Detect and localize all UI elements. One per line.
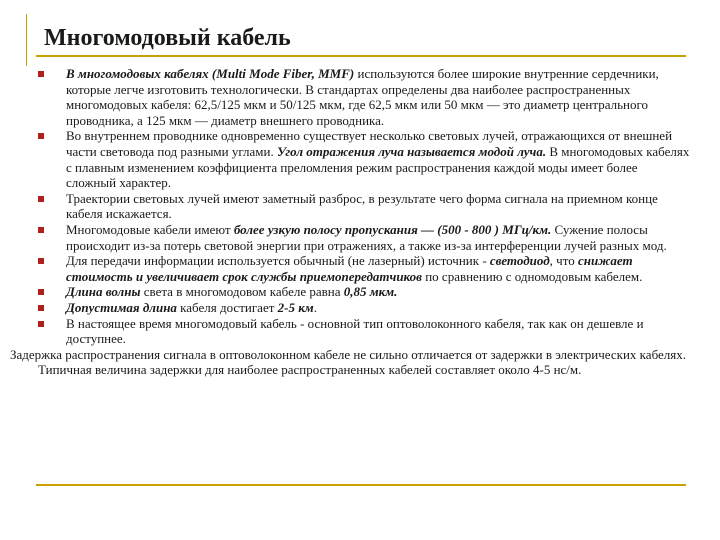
item-text: Многомодовые кабели имеют xyxy=(66,221,234,237)
bullet-item xyxy=(38,300,690,316)
emphasized-text: В многомодовых кабелях (Multi Mode Fiber, MMF) xyxy=(66,66,355,81)
item-text: Во внутреннем проводнике одновременно существует несколько световых лучей, отражающихся от внешней части световода под разными углами. xyxy=(66,128,673,159)
square-bullet-icon xyxy=(38,227,44,233)
item-text: . xyxy=(313,299,317,315)
emphasized-text: 0,85 мкм. xyxy=(343,284,398,300)
bullet-item xyxy=(38,284,690,300)
title-rule xyxy=(36,55,686,57)
bullet-item xyxy=(38,66,690,128)
square-bullet-icon xyxy=(38,321,44,327)
item-text: по сравнению с одномодовым кабелем. xyxy=(421,268,643,284)
emphasized-text: снижает стоимость и увеличивает срок службы приемопередатчиков xyxy=(66,253,633,284)
bullet-list xyxy=(38,66,690,347)
title-accent-line xyxy=(26,14,27,66)
item-text: , что xyxy=(549,253,578,269)
item-text: используются более широкие внутренние сердечники, которые легче изготовить технологически. В стандартах определены два наиболее распространенных многомодовых кабеля: 62,5/125 мкм и 50/125 мкм, где 62,5 мкм или 50 мкм — это диаметр центрального проводника, а 125 мкм — диаметр внешнего проводника. xyxy=(66,66,659,128)
emphasized-text: Угол отражения луча называется модой луча. xyxy=(276,143,547,159)
closing-paragraph: Задержка распространения сигнала в оптоволоконном кабеле не сильно отличается от задержки в электрических кабелях. Типичная величина задержки для наиболее распространенных кабелей составляет около 4-5 нс/м. xyxy=(10,346,686,378)
slide-content xyxy=(10,66,690,378)
bullet-item xyxy=(38,316,690,347)
item-text: В настоящее время многомодовый кабель - основной тип оптоволоконного кабеля, так как он дешевле и доступнее. xyxy=(66,315,644,347)
item-text: Для передачи информации используется обычный (не лазерный) источник - xyxy=(66,253,490,269)
footer-rule xyxy=(36,484,686,486)
emphasized-text: 2-5 км xyxy=(277,299,314,315)
bullet-item xyxy=(38,128,690,190)
slide-title: Многомодовый кабель xyxy=(44,25,291,51)
square-bullet-icon xyxy=(38,289,44,295)
item-text: Сужение полосы происходит из-за потерь световой энергии при отражениях, а также из-за интерференции лучей разных мод. xyxy=(66,221,667,253)
item-text: В многомодовых кабелях с плавным изменением коэффициента преломления режим распространения каждой моды имеет более сложный характер. xyxy=(66,143,690,191)
emphasized-text: светодиод xyxy=(489,253,550,269)
square-bullet-icon xyxy=(38,258,44,264)
item-text: кабеля достигает xyxy=(176,299,278,315)
item-text: света в многомодовом кабеле равна xyxy=(140,284,344,300)
square-bullet-icon xyxy=(38,196,44,202)
item-text: Траектории световых лучей имеют заметный разброс, в результате чего форма сигнала на приемном конце кабеля искажается. xyxy=(66,190,658,222)
bullet-item xyxy=(38,191,690,222)
emphasized-text: Длина волны xyxy=(66,284,141,300)
bullet-item xyxy=(38,222,690,253)
bullet-item xyxy=(38,253,690,284)
emphasized-text: более узкую полосу пропускания — (500 - 800 ) МГц/км. xyxy=(233,221,552,237)
square-bullet-icon xyxy=(38,71,44,77)
emphasized-text: Допустимая длина xyxy=(66,299,177,315)
square-bullet-icon xyxy=(38,133,44,139)
square-bullet-icon xyxy=(38,305,44,311)
